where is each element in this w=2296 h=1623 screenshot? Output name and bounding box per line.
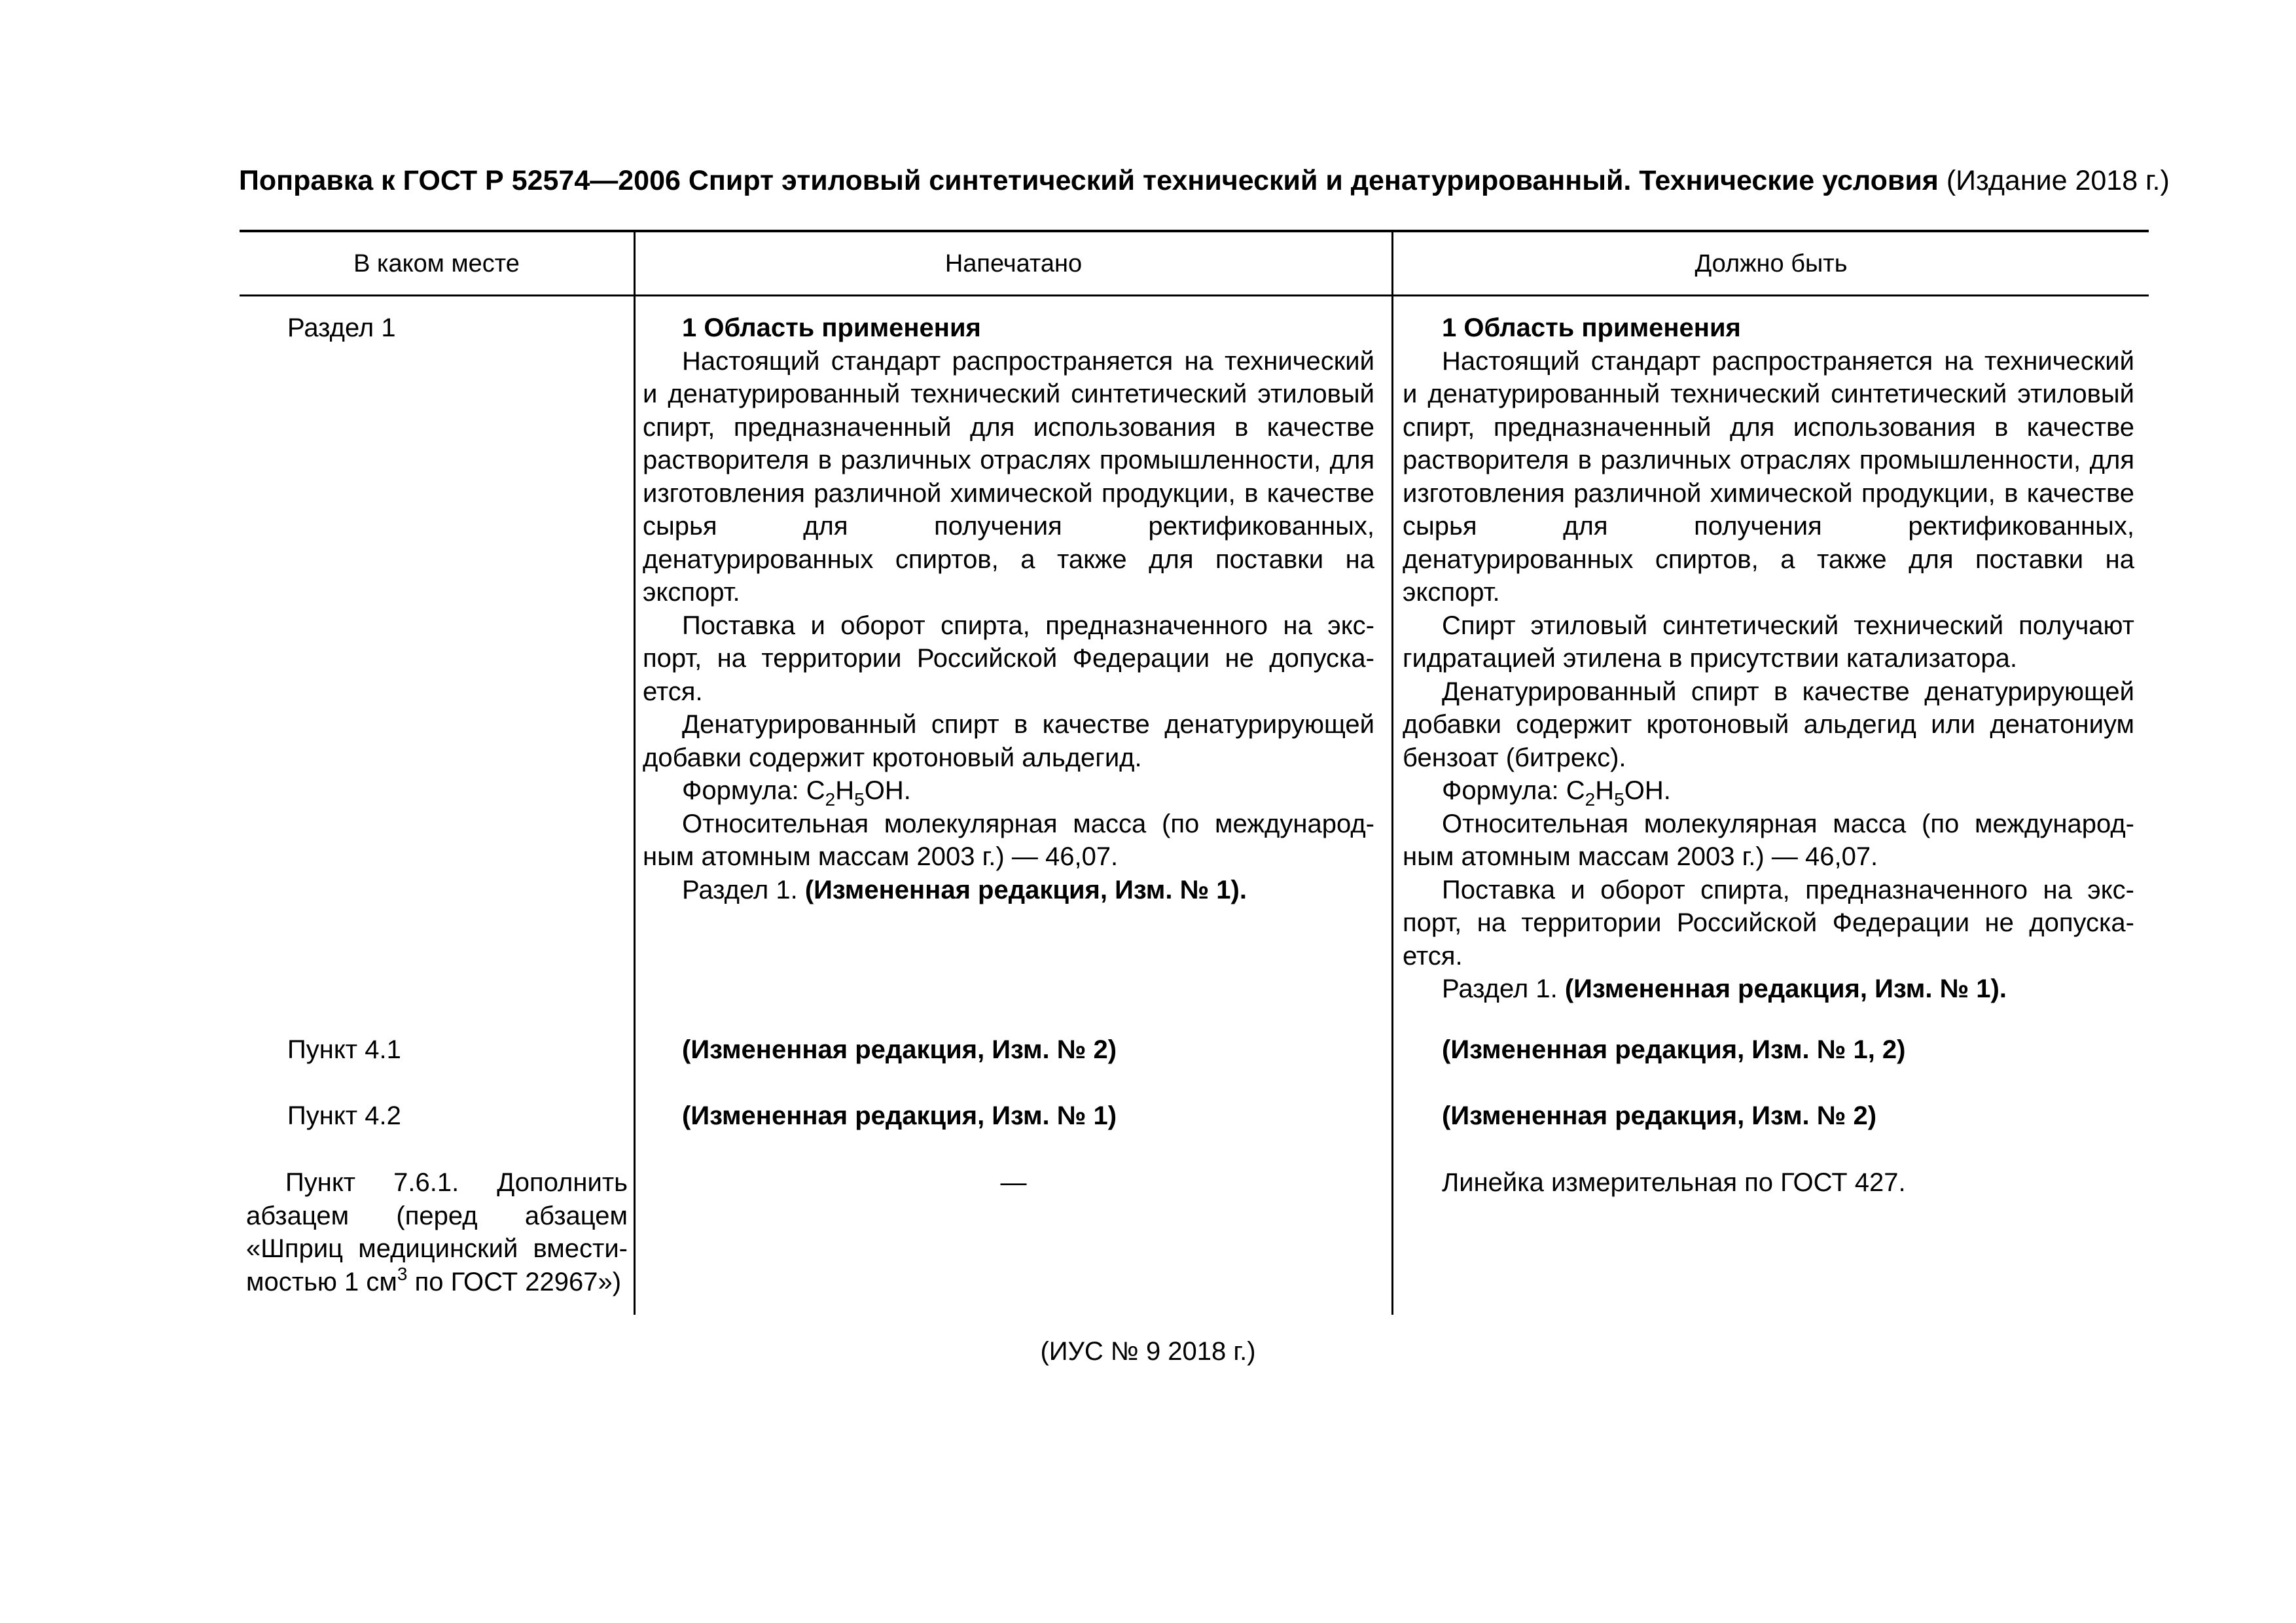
- printed-4-2: (Измененная редакция, Изм. № 1): [682, 1101, 1117, 1130]
- correct-paragraph-3: Денатурированный спирт в качестве денатурирующей добавки содержит кротоновый альдегид или денатониум бензоат (битрекс).: [1403, 677, 2134, 772]
- printed-4-1: (Измененная редакция, Изм. № 2): [682, 1035, 1117, 1064]
- printed-paragraph-3: Денатурированный спирт в качестве денатурирующей добавки содержит кротоновый альдегид.: [643, 710, 1374, 772]
- header-location: В каком месте: [353, 250, 520, 277]
- row-location-section-1: Раздел 1: [287, 313, 396, 342]
- correct-paragraph-1: Настоящий стандарт распространяется на технический и денатурированный технический синтетический этиловый спирт, предназначенный для использования в качестве растворителя в различных отраслях промышленности, для изготовления различной химической продукции, в качестве сырья для получения ректификованных, денатурированных спиртов, а также для поставки на экспорт.: [1403, 346, 2134, 607]
- correct-4-1: (Измененная редакция, Изм. № 1, 2): [1442, 1035, 1906, 1064]
- printed-formula: Формула: $C_2H_5OH$.: [682, 776, 911, 810]
- row-location-4-1: Пункт 4.1: [287, 1035, 401, 1064]
- printed-paragraph-5: Относительная молекулярная масса (по международным атомным массам 2003 г.) — 46,07.: [643, 809, 1374, 871]
- printed-7-6-1: —: [1000, 1168, 1027, 1197]
- correct-section-1: [1403, 312, 2134, 1006]
- location-7-6-1-text: Пункт 7.6.1. Дополнить абзацем (перед абзацем «Шприц медицинский вместимостью 1 $см^3$ по ГОСТ 22967»): [246, 1168, 628, 1296]
- printed-paragraph-2: Поставка и оборот спирта, предназначенного на экспорт, на территории Российской Федерации не допускается.: [643, 611, 1374, 706]
- header-printed: Напечатано: [944, 250, 1083, 277]
- correct-formula: Формула: $C_2H_5OH$.: [1442, 776, 1671, 810]
- table-top-rule: [240, 230, 2149, 232]
- header-correct: Должно быть: [1695, 250, 1848, 277]
- correct-paragraph-5: Относительная молекулярная масса (по международным атомным массам 2003 г.) — 46,07.: [1403, 809, 2134, 871]
- printed-paragraph-1: Настоящий стандарт распространяется на технический и денатурированный технический синтетический этиловый спирт, предназначенный для использования в качестве растворителя в различных отраслях промышленности, для изготовления различной химической продукции, в качестве сырья для получения ректификованных, денатурированных спиртов, а также для поставки на экспорт.: [643, 346, 1374, 607]
- correct-amendment-note: Раздел 1. (Измененная редакция, Изм. № 1).: [1442, 974, 2007, 1003]
- correct-heading: 1 Область применения: [1442, 313, 1741, 342]
- correct-paragraph-6: Поставка и оборот спирта, предназначенного на экспорт, на территории Российской Федерации не допускается.: [1403, 875, 2134, 971]
- correct-7-6-1: Линейка измерительная по ГОСТ 427.: [1442, 1168, 1906, 1197]
- column-divider-2: [1391, 230, 1393, 1315]
- row-location-4-2: Пункт 4.2: [287, 1101, 401, 1130]
- title-bold: Поправка к ГОСТ Р 52574—2006 Спирт этиловый синтетический технический и денатурированный. Технические условия: [239, 165, 1939, 196]
- printed-heading: 1 Область применения: [682, 313, 981, 342]
- footer-ius: (ИУС № 9 2018 г.): [1040, 1337, 1256, 1366]
- document-title: [239, 161, 2170, 200]
- row-location-7-6-1: [246, 1166, 628, 1298]
- table-header-rule: [240, 294, 2149, 296]
- printed-section-1: [643, 312, 1374, 906]
- column-divider-1: [634, 230, 636, 1315]
- printed-amendment-note: Раздел 1. (Измененная редакция, Изм. № 1).: [682, 875, 1247, 904]
- correct-4-2: (Измененная редакция, Изм. № 2): [1442, 1101, 1877, 1130]
- title-edition: (Издание 2018 г.): [1946, 165, 2170, 196]
- correct-paragraph-2: Спирт этиловый синтетический технический получают гидратацией этилена в присутствии катализатора.: [1403, 611, 2134, 673]
